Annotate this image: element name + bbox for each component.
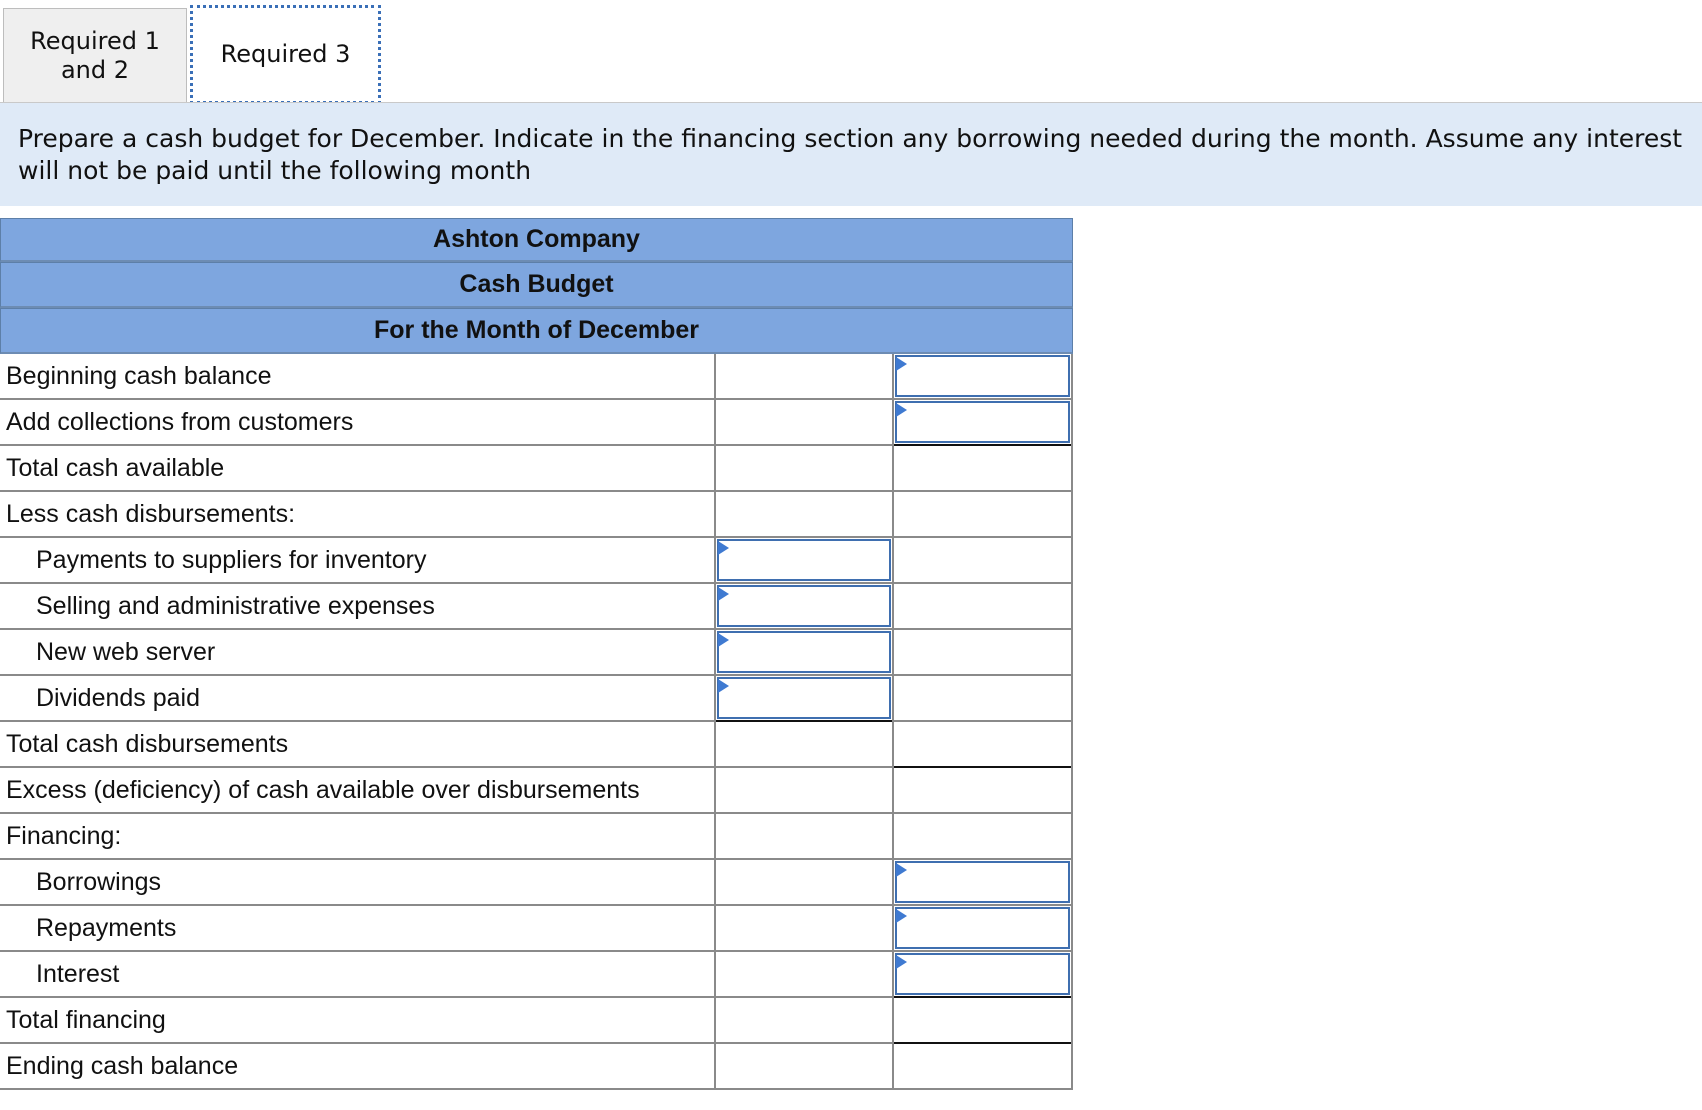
cash-budget-table	[0, 218, 1073, 1090]
table-row	[0, 1044, 1073, 1090]
row-total-cell	[894, 676, 1073, 720]
row-total-cell	[894, 998, 1073, 1042]
row-subtotal-cell	[716, 538, 894, 582]
row-total-cell	[894, 952, 1073, 996]
row-total-cell	[894, 584, 1073, 628]
row-subtotal-cell	[716, 1044, 894, 1088]
row-total-cell	[894, 906, 1073, 950]
row-subtotal-cell	[716, 584, 894, 628]
instruction-banner	[0, 103, 1702, 206]
row-total-cell	[894, 630, 1073, 674]
instruction-text: Prepare a cash budget for December. Indicate in the financing section any borrowing needed during the month. Assume any interest will not be paid until the following month	[18, 124, 1683, 185]
table-row	[0, 354, 1073, 400]
row-label: Financing:	[0, 814, 716, 858]
table-row	[0, 630, 1073, 676]
collections-input[interactable]	[895, 401, 1070, 443]
budget-period: For the Month of December	[373, 316, 699, 344]
period-header	[0, 308, 1073, 354]
company-header	[0, 218, 1073, 262]
table-row	[0, 998, 1073, 1044]
selling-admin-input[interactable]	[717, 585, 891, 627]
row-label: Selling and administrative expenses	[0, 584, 716, 628]
table-row	[0, 676, 1073, 722]
beginning-cash-input[interactable]	[895, 355, 1070, 397]
tab-label: Required 1 and 2	[30, 27, 160, 84]
row-total-cell	[894, 354, 1073, 398]
table-row	[0, 446, 1073, 492]
row-subtotal-cell	[716, 906, 894, 950]
row-subtotal-cell	[716, 630, 894, 674]
table-row	[0, 722, 1073, 768]
row-total-cell	[894, 492, 1073, 536]
table-row	[0, 860, 1073, 906]
row-total-cell	[894, 538, 1073, 582]
table-row	[0, 492, 1073, 538]
table-row	[0, 584, 1073, 630]
row-label: Ending cash balance	[0, 1044, 716, 1088]
row-label: Borrowings	[0, 860, 716, 904]
row-subtotal-cell	[716, 446, 894, 490]
row-subtotal-cell	[716, 952, 894, 996]
row-label: Beginning cash balance	[0, 354, 716, 398]
row-total-cell	[894, 814, 1073, 858]
borrowings-input[interactable]	[895, 861, 1070, 903]
row-total-cell	[894, 446, 1073, 490]
row-subtotal-cell	[716, 354, 894, 398]
row-subtotal-cell	[716, 400, 894, 444]
row-label: Interest	[0, 952, 716, 996]
row-subtotal-cell	[716, 814, 894, 858]
row-label: Less cash disbursements:	[0, 492, 716, 536]
title-header	[0, 262, 1073, 308]
row-subtotal-cell	[716, 492, 894, 536]
table-row	[0, 952, 1073, 998]
row-label: Dividends paid	[0, 676, 716, 720]
tab-label: Required 3	[220, 40, 351, 68]
row-subtotal-cell	[716, 860, 894, 904]
row-total-cell	[894, 400, 1073, 444]
table-row	[0, 400, 1073, 446]
table-row	[0, 768, 1073, 814]
row-total-cell	[894, 860, 1073, 904]
row-total-cell	[894, 768, 1073, 812]
row-label: Total cash available	[0, 446, 716, 490]
row-label: Total cash disbursements	[0, 722, 716, 766]
tab-bar	[0, 0, 1702, 103]
company-name: Ashton Company	[433, 225, 640, 253]
web-server-input[interactable]	[717, 631, 891, 673]
table-row	[0, 814, 1073, 860]
row-subtotal-cell	[716, 722, 894, 766]
row-label: Excess (deficiency) of cash available over disbursements	[0, 768, 716, 812]
row-total-cell	[894, 1044, 1073, 1088]
supplier-payments-input[interactable]	[717, 539, 891, 581]
row-label: New web server	[0, 630, 716, 674]
row-subtotal-cell	[716, 768, 894, 812]
interest-input[interactable]	[895, 953, 1070, 995]
row-subtotal-cell	[716, 998, 894, 1042]
repayments-input[interactable]	[895, 907, 1070, 949]
tab-required-1-and-2[interactable]	[3, 8, 187, 103]
tab-required-3[interactable]	[190, 5, 381, 104]
row-total-cell	[894, 722, 1073, 766]
budget-title: Cash Budget	[459, 270, 614, 298]
row-label: Total financing	[0, 998, 716, 1042]
dividends-input[interactable]	[717, 677, 891, 719]
table-row	[0, 906, 1073, 952]
row-label: Add collections from customers	[0, 400, 716, 444]
row-label: Payments to suppliers for inventory	[0, 538, 716, 582]
table-row	[0, 538, 1073, 584]
row-label: Repayments	[0, 906, 716, 950]
row-subtotal-cell	[716, 676, 894, 720]
